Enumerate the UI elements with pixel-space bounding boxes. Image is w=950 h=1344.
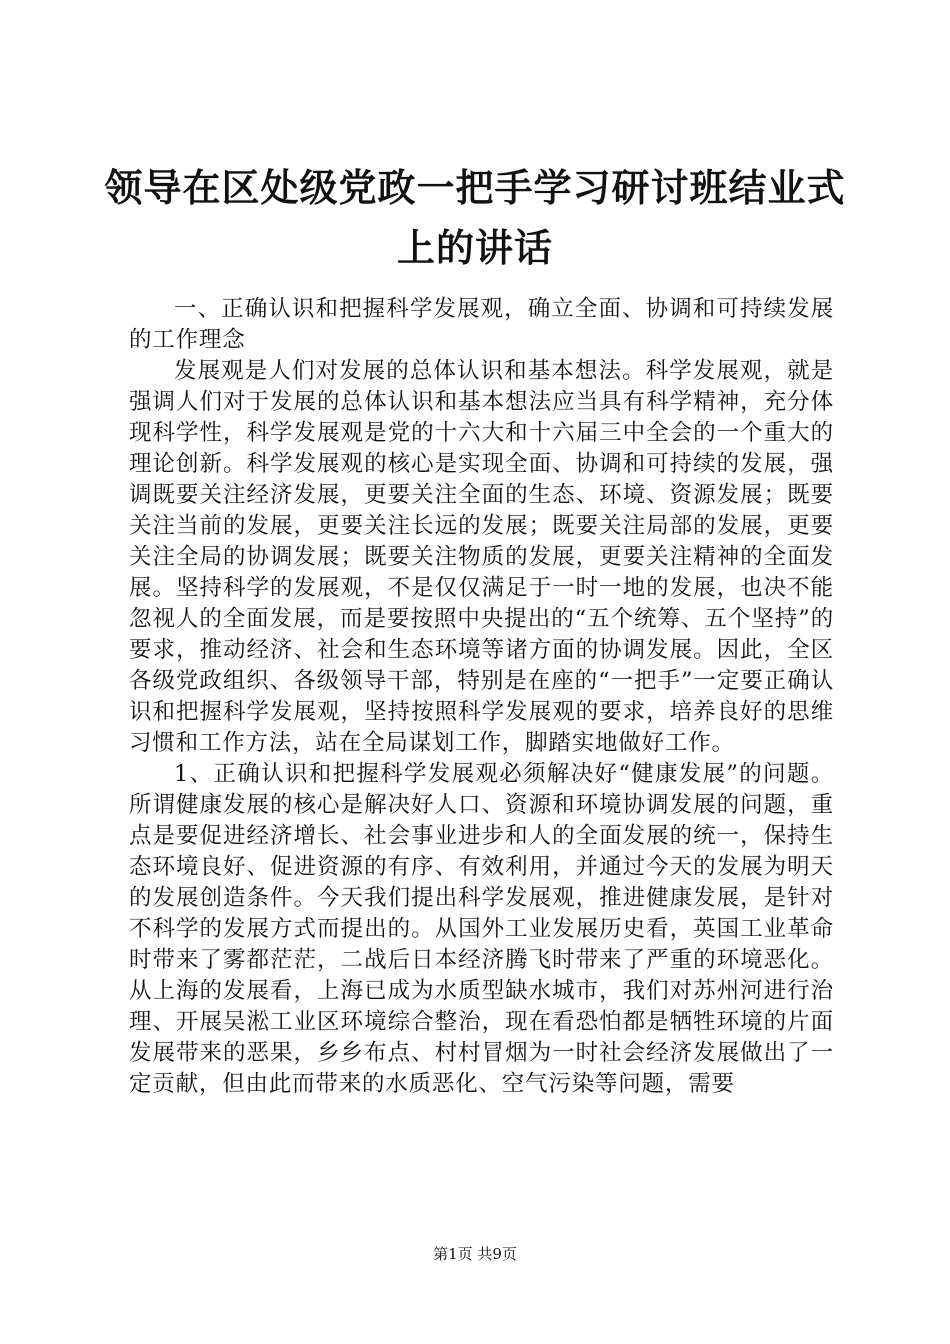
body-paragraph: 发展观是人们对发展的总体认识和基本想法。科学发展观，就是强调人们对于发展的总体认识和基本想法应当具有科学精神，充分体现科学性，科学发展观是党的十六大和十六届三中全会的一个重大的理论创新。科学发展观的核心是实现全面、协调和可持续的发展，强调既要关注经济发展，更要关注全面的生态、环境、资源发展；既要关注当前的发展，更要关注长远的发展；既要关注局部的发展，更要关注全局的协调发展；既要关注物质的发展，更要关注精神的全面发展。坚持科学的发展观，不是仅仅满足于一时一地的发展，也决不能忽视人的全面发展，而是要按照中央提出的“五个统筹、五个坚持”的要求，推动经济、社会和生态环境等诸方面的协调发展。因此，全区各级党政组织、各级领导干部，特别是在座的“一把手”一定要正确认识和把握科学发展观，坚持按照科学发展观的要求，培养良好的思维习惯和工作方法，站在全局谋划工作，脚踏实地做好工作。 bbox=[129, 358, 834, 756]
section-heading: 一、正确认识和把握科学发展观，确立全面、协调和可持续发展的工作理念 bbox=[129, 296, 834, 353]
document-title: 领导在区处级党政一把手学习研讨班结业式上的讲话 bbox=[104, 165, 846, 270]
body-paragraph: 1、正确认识和把握科学发展观必须解决好“健康发展”的问题。所谓健康发展的核心是解决好人口、资源和环境协调发展的问题，重点是要促进经济增长、社会事业进步和人的全面发展的统一，保持生态环境良好、促进资源的有序、有效利用，并通过今天的发展为明天的发展创造条件。今天我们提出科学发展观，推进健康发展，是针对不科学的发展方式而提出的。从国外工业发展历史看，英国工业革命时带来了雾都茫茫，二战后日本经济腾飞时带来了严重的环境恶化。从上海的发展看，上海已成为水质型缺水城市，我们对苏州河进行治理、开展吴淞工业区环境综合整治，现在看恐怕都是牺牲环境的片面发展带来的恶果，乡乡布点、村村冒烟为一时社会经济发展做出了一定贡献，但由此而带来的水质恶化、空气污染等问题，需要 bbox=[129, 761, 834, 1097]
page-number: 第1页 共9页 bbox=[433, 1245, 517, 1263]
document-body bbox=[129, 294, 834, 1100]
